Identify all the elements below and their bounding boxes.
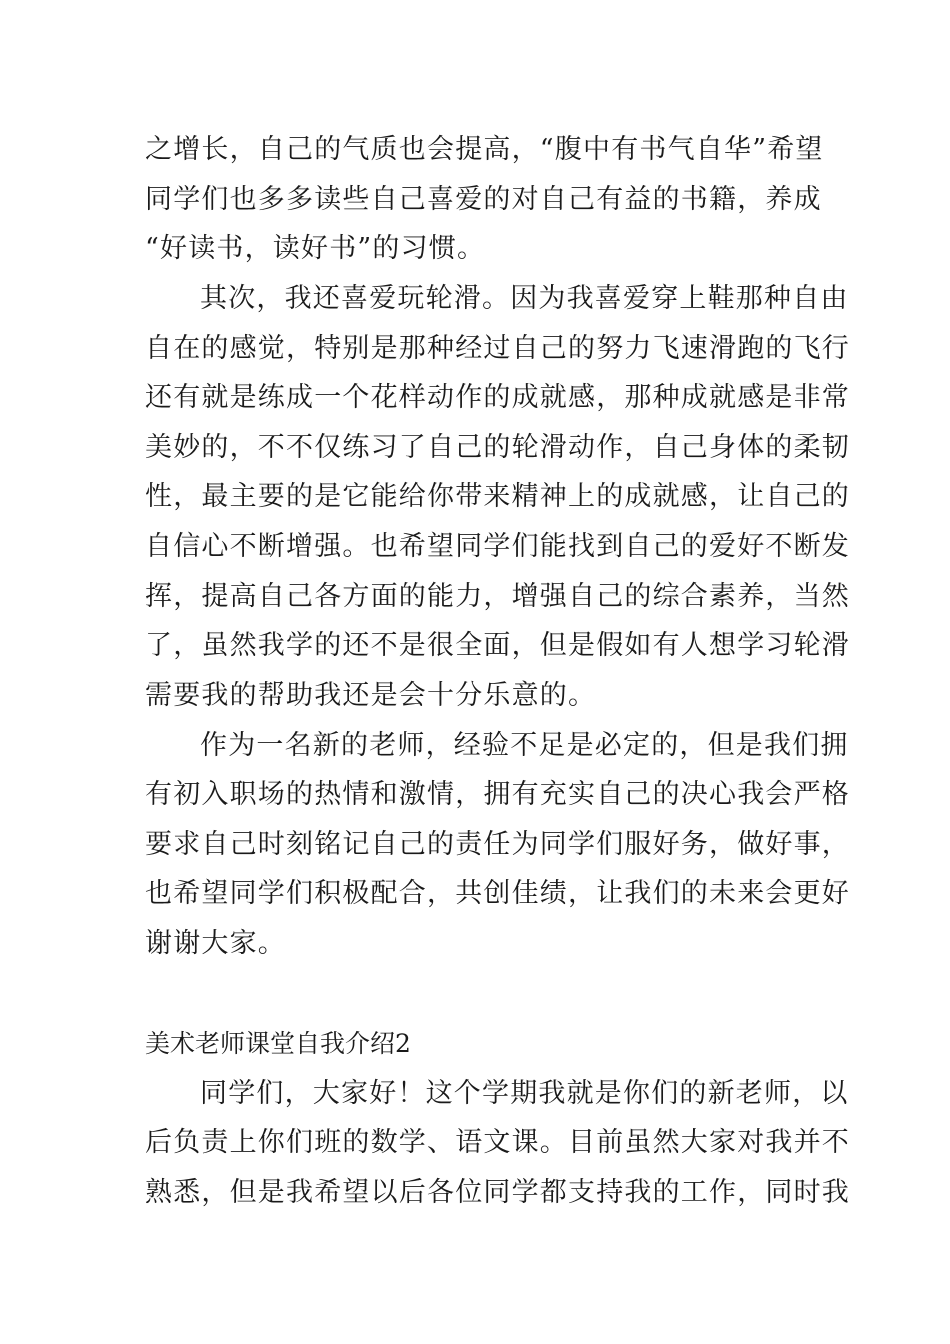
paragraph-line: 有初入职场的热情和激情，拥有充实自己的决心我会严格	[145, 779, 850, 810]
paragraph-line: 还有就是练成一个花样动作的成就感，那种成就感是非常	[145, 382, 850, 413]
paragraph-line: 也希望同学们积极配合，共创佳绩，让我们的未来会更好	[145, 878, 850, 909]
paragraph-line: 作为一名新的老师，经验不足是必定的，但是我们拥	[200, 730, 849, 761]
section-heading: 美术老师课堂自我介绍2	[145, 1029, 411, 1058]
paragraph-line: 自信心不断增强。也希望同学们能找到自己的爱好不断发	[145, 531, 850, 562]
paragraph-line: 需要我的帮助我还是会十分乐意的。	[145, 680, 597, 711]
paragraph-line: “好读书，读好书”的习惯。	[145, 233, 486, 264]
paragraph-line: 其次，我还喜爱玩轮滑。因为我喜爱穿上鞋那种自由	[200, 283, 849, 314]
paragraph-line: 挥，提高自己各方面的能力，增强自己的综合素养，当然	[145, 581, 850, 612]
paragraph-line: 自在的感觉，特别是那种经过自己的努力飞速滑跑的飞行	[145, 333, 850, 364]
paragraph-line: 同学们，大家好！这个学期我就是你们的新老师，以	[200, 1078, 849, 1109]
paragraph-line: 要求自己时刻铭记自己的责任为同学们服好务，做好事，	[145, 829, 850, 860]
paragraph-line: 谢谢大家。	[145, 928, 286, 959]
paragraph-line: 熟悉，但是我希望以后各位同学都支持我的工作，同时我	[145, 1177, 850, 1208]
paragraph-line: 之增长，自己的气质也会提高，“腹中有书气自华”希望	[145, 134, 824, 165]
paragraph-line: 同学们也多多读些自己喜爱的对自己有益的书籍，养成	[145, 184, 822, 215]
paragraph-line: 了，虽然我学的还不是很全面，但是假如有人想学习轮滑	[145, 630, 850, 661]
paragraph-line: 美妙的，不不仅练习了自己的轮滑动作，自己身体的柔韧	[145, 432, 850, 463]
paragraph-line: 后负责上你们班的数学、语文课。目前虽然大家对我并不	[145, 1127, 850, 1158]
paragraph-line: 性，最主要的是它能给你带来精神上的成就感，让自己的	[145, 481, 850, 512]
